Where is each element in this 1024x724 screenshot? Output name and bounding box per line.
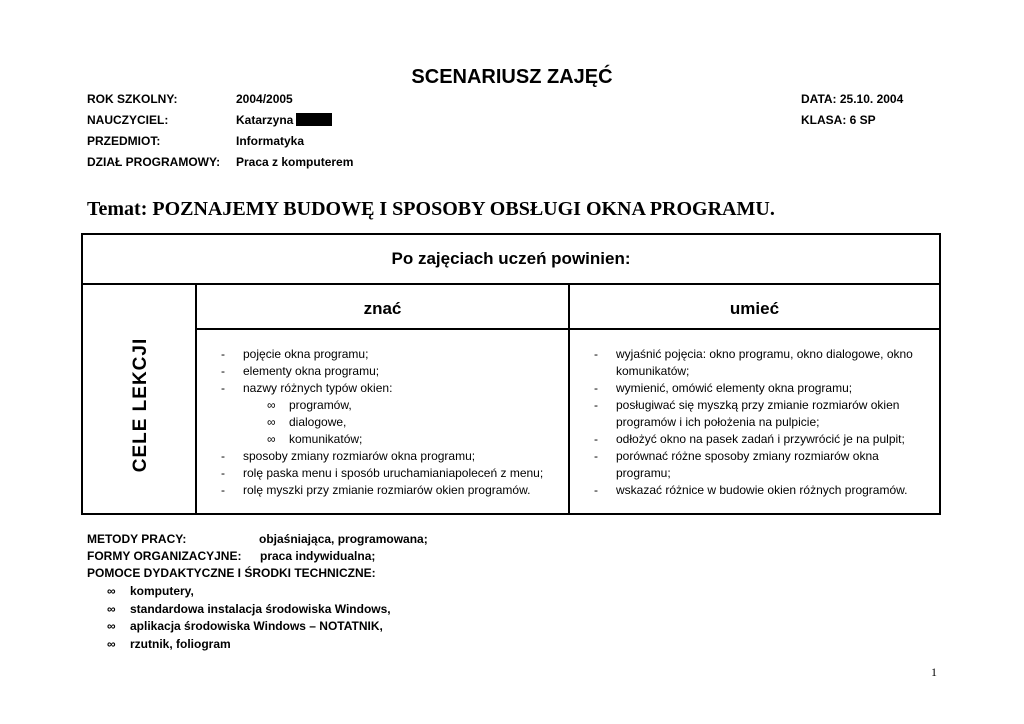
list-item: - wskazać różnice w budowie okien różnych programów.: [594, 483, 908, 497]
list-item: ∞ aplikacja środowiska Windows – NOTATNIK,: [87, 618, 391, 636]
redaction-bar: [296, 113, 332, 126]
list-item: komunikatów;: [616, 364, 690, 378]
can-list: [594, 346, 934, 499]
list-item: programów i ich położenia na pulpicie;: [616, 415, 820, 429]
column-header-can: umieć: [729, 299, 780, 318]
list-item: - porównać różne sposoby zmiany rozmiarów okna: [594, 449, 879, 463]
list-item: - rolę paska menu i sposób uruchamianiapoleceń z menu;: [221, 466, 544, 480]
document-title: SCENARIUSZ ZAJĘĆ: [411, 66, 613, 88]
column-header-know: znać: [363, 299, 402, 318]
aids-list: [87, 583, 391, 653]
dash-bullet: -: [221, 466, 225, 480]
list-item: ∞ standardowa instalacja środowiska Windows,: [87, 601, 391, 619]
list-item: programu;: [616, 466, 671, 480]
infinity-bullet-icon: ∞: [267, 415, 276, 429]
dzial-value: Praca z komputerem: [236, 155, 354, 169]
infinity-bullet-icon: ∞: [107, 584, 116, 598]
dash-bullet: -: [221, 347, 225, 361]
dash-bullet: -: [221, 483, 225, 497]
list-item: - rolę myszki przy zmianie rozmiarów okien programów.: [221, 483, 531, 497]
nauczyciel-value: Katarzyna: [236, 113, 294, 127]
know-list: [221, 346, 561, 499]
class-field: KLASA: 6 SP: [801, 113, 876, 127]
dash-bullet: -: [594, 432, 598, 446]
dash-bullet: -: [594, 483, 598, 497]
formy-value: praca indywidualna;: [260, 549, 376, 563]
side-label: CELE LEKCJI: [130, 337, 151, 473]
infinity-bullet-icon: ∞: [107, 601, 116, 616]
list-item: ∞ dialogowe,: [267, 415, 347, 429]
list-item: - elementy okna programu;: [221, 364, 380, 378]
objectives-table: [81, 233, 941, 515]
dash-bullet: -: [221, 381, 225, 395]
list-item: ∞ programów,: [267, 398, 352, 412]
metody-label: METODY PRACY:: [87, 532, 187, 546]
dash-bullet: -: [594, 381, 598, 395]
list-item: ∞ komputery,: [87, 583, 391, 601]
list-item: ∞ rzutnik, foliogram: [87, 636, 391, 654]
nauczyciel-label: NAUCZYCIEL:: [87, 113, 169, 127]
page-number: 1: [931, 665, 937, 679]
rok-value: 2004/2005: [236, 92, 293, 106]
dash-bullet: -: [594, 347, 598, 361]
lesson-topic: Temat: POZNAJEMY BUDOWĘ I SPOSOBY OBSŁUGI OKNA PROGRAMU.: [87, 198, 775, 220]
list-item: - odłożyć okno na pasek zadań i przywrócić je na pulpit;: [594, 432, 905, 446]
divider: [83, 283, 939, 285]
dzial-label: DZIAŁ PROGRAMOWY:: [87, 155, 221, 169]
date-field: DATA: 25.10. 2004: [801, 92, 904, 106]
rok-label: ROK SZKOLNY:: [87, 92, 178, 106]
side-label-cell: [105, 338, 177, 472]
divider: [195, 328, 939, 330]
pomoce-label: POMOCE DYDAKTYCZNE I ŚRODKI TECHNICZNE:: [87, 566, 376, 580]
list-item: - posługiwać się myszką przy zmianie rozmiarów okien: [594, 398, 900, 412]
dash-bullet: -: [594, 449, 598, 463]
nauczyciel-field: [236, 113, 332, 127]
table-caption: Po zajęciach uczeń powinien:: [391, 249, 631, 268]
dash-bullet: -: [594, 398, 598, 412]
infinity-bullet-icon: ∞: [267, 432, 276, 446]
dash-bullet: -: [221, 449, 225, 463]
formy-label: FORMY ORGANIZACYJNE:: [87, 549, 242, 563]
przedmiot-value: Informatyka: [236, 134, 305, 148]
list-item: - wyjaśnić pojęcia: okno programu, okno dialogowe, okno: [594, 347, 913, 361]
infinity-bullet-icon: ∞: [107, 636, 116, 651]
dash-bullet: -: [221, 364, 225, 378]
przedmiot-label: PRZEDMIOT:: [87, 134, 161, 148]
list-item: - wymienić, omówić elementy okna programu;: [594, 381, 853, 395]
infinity-bullet-icon: ∞: [107, 619, 116, 633]
list-item: - pojęcie okna programu;: [221, 347, 369, 361]
infinity-bullet-icon: ∞: [267, 398, 276, 412]
metody-value: objaśniająca, programowana;: [259, 532, 428, 546]
list-item: - sposoby zmiany rozmiarów okna programu;: [221, 449, 476, 463]
list-item: ∞ komunikatów;: [267, 432, 363, 446]
list-item: - nazwy różnych typów okien:: [221, 381, 393, 395]
